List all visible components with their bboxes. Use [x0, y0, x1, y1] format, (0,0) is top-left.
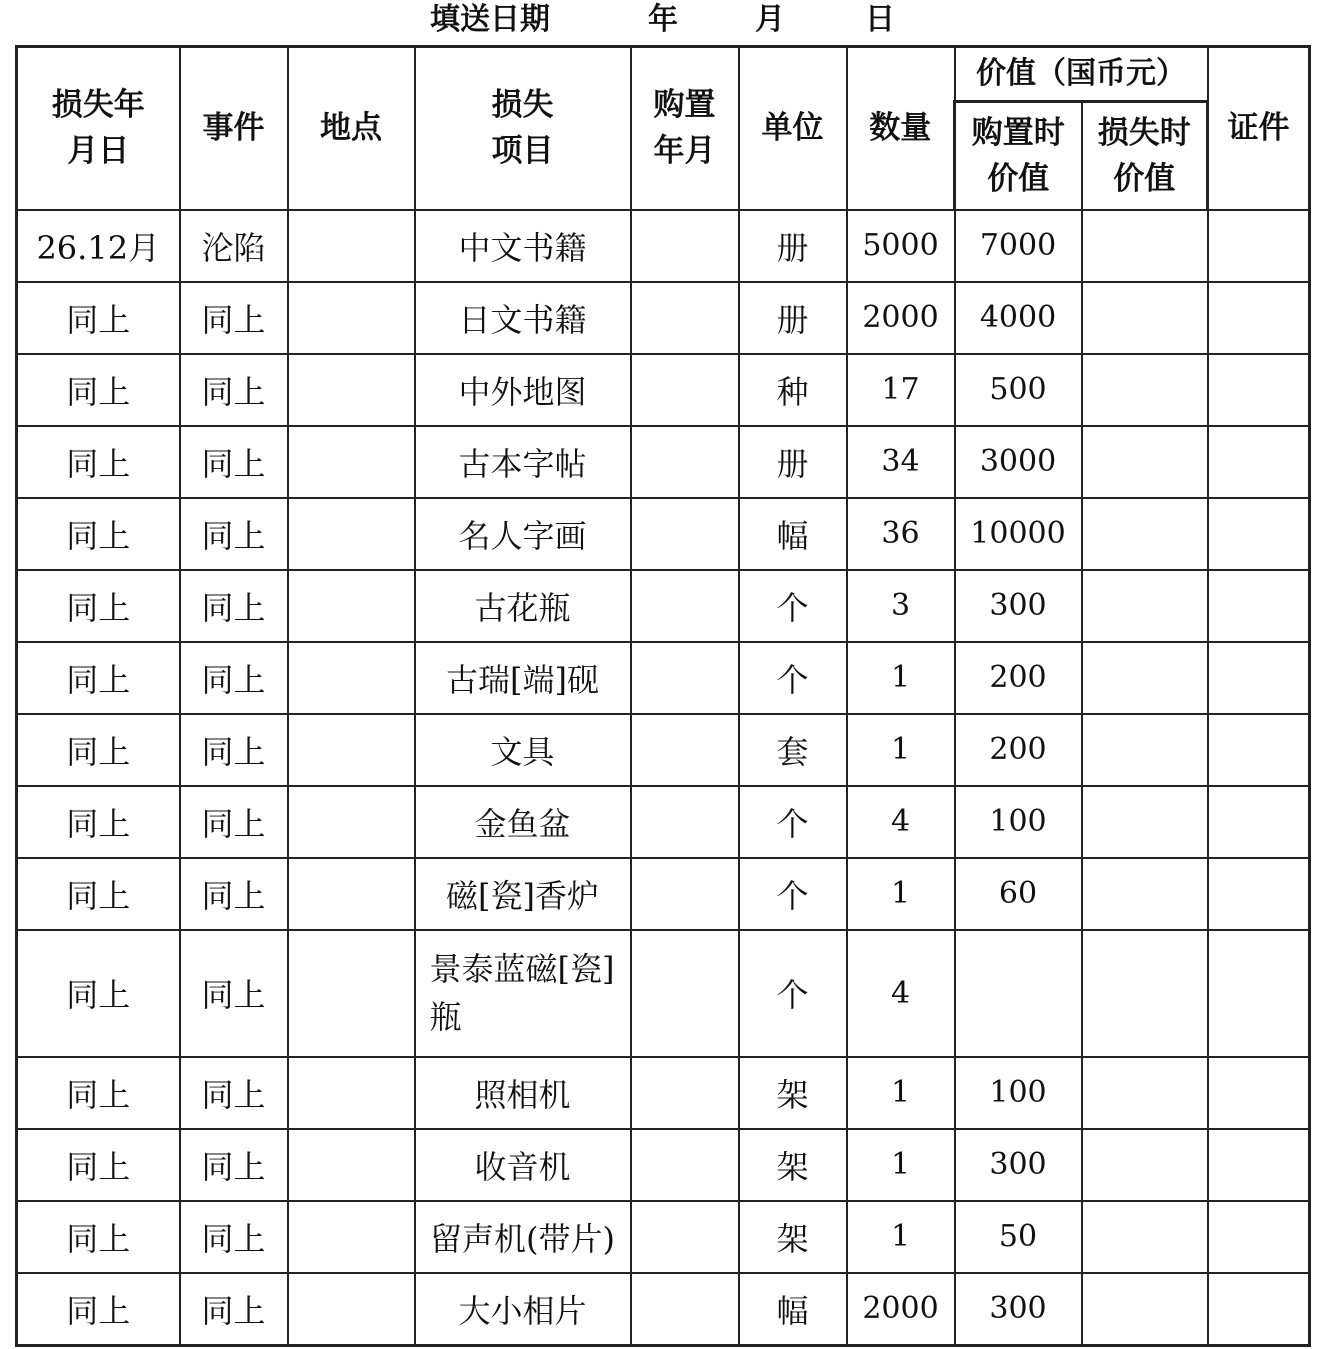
cell-certificate: [1208, 426, 1310, 498]
cell-value-at-purchase: 3000: [955, 426, 1082, 498]
header-value-at-purchase: 购置时 价值: [955, 102, 1082, 210]
cell-certificate: [1208, 1129, 1310, 1201]
cell-unit: 个: [739, 786, 847, 858]
table-row: [17, 1201, 1310, 1273]
cell-purchase-date: [631, 282, 739, 354]
cell-value-at-loss: [1082, 1201, 1208, 1273]
cell-purchase-date: [631, 426, 739, 498]
cell-location: [288, 570, 415, 642]
cell-location: [288, 354, 415, 426]
cell-value-at-loss: [1082, 1057, 1208, 1129]
table-row: [17, 498, 1310, 570]
cell-location: [288, 1201, 415, 1273]
table-row: [17, 930, 1310, 1057]
cell-loss-date: 同上: [17, 426, 180, 498]
cell-event: 同上: [180, 1201, 288, 1273]
cell-event: 同上: [180, 498, 288, 570]
cell-certificate: [1208, 570, 1310, 642]
cell-item: 日文书籍: [415, 282, 631, 354]
cell-event: 同上: [180, 1057, 288, 1129]
cell-loss-date: 同上: [17, 930, 180, 1057]
cell-purchase-date: [631, 498, 739, 570]
cell-loss-date: 同上: [17, 786, 180, 858]
fill-date-year: 年: [648, 2, 678, 37]
cell-location: [288, 426, 415, 498]
cell-event: 同上: [180, 570, 288, 642]
cell-loss-date: 同上: [17, 282, 180, 354]
cell-item: 中外地图: [415, 354, 631, 426]
cell-certificate: [1208, 282, 1310, 354]
cell-location: [288, 786, 415, 858]
cell-item: 文具: [415, 714, 631, 786]
cell-item: 古瑞[端]砚: [415, 642, 631, 714]
cell-quantity: 2000: [847, 282, 955, 354]
cell-location: [288, 714, 415, 786]
cell-item: 留声机(带片): [415, 1201, 631, 1273]
cell-item: 金鱼盆: [415, 786, 631, 858]
cell-value-at-loss: [1082, 858, 1208, 930]
cell-item: 景泰蓝磁[瓷] 瓶: [415, 930, 631, 1057]
table-row: [17, 1129, 1310, 1201]
cell-location: [288, 1273, 415, 1346]
cell-unit: 个: [739, 570, 847, 642]
cell-quantity: 3: [847, 570, 955, 642]
cell-value-at-purchase: 300: [955, 1129, 1082, 1201]
cell-purchase-date: [631, 786, 739, 858]
table-row: [17, 570, 1310, 642]
cell-certificate: [1208, 930, 1310, 1057]
cell-value-at-purchase: 200: [955, 642, 1082, 714]
cell-purchase-date: [631, 354, 739, 426]
cell-value-at-purchase: 4000: [955, 282, 1082, 354]
cell-value-at-purchase: 7000: [955, 210, 1082, 282]
header-event: 事件: [180, 47, 288, 210]
cell-value-at-loss: [1082, 714, 1208, 786]
cell-value-at-purchase: 200: [955, 714, 1082, 786]
cell-event: 同上: [180, 354, 288, 426]
fill-date-day: 日: [865, 2, 895, 37]
cell-quantity: 1: [847, 1201, 955, 1273]
table-row: [17, 282, 1310, 354]
cell-purchase-date: [631, 858, 739, 930]
header-item: 损失 项目: [415, 47, 631, 210]
cell-loss-date: 同上: [17, 1273, 180, 1346]
cell-value-at-loss: [1082, 498, 1208, 570]
cell-value-at-loss: [1082, 210, 1208, 282]
cell-value-at-purchase: [955, 930, 1082, 1057]
cell-purchase-date: [631, 1201, 739, 1273]
cell-item: 名人字画: [415, 498, 631, 570]
cell-purchase-date: [631, 1273, 739, 1346]
cell-unit: 个: [739, 930, 847, 1057]
cell-loss-date: 26.12月: [17, 210, 180, 282]
header-value-group: 价值（国币元）: [955, 47, 1208, 102]
cell-event: 同上: [180, 786, 288, 858]
cell-unit: 幅: [739, 1273, 847, 1346]
cell-unit: 幅: [739, 498, 847, 570]
cell-purchase-date: [631, 210, 739, 282]
loss-table: [15, 45, 1311, 1347]
table-row: [17, 786, 1310, 858]
cell-value-at-purchase: 300: [955, 1273, 1082, 1346]
cell-quantity: 1: [847, 858, 955, 930]
cell-value-at-loss: [1082, 786, 1208, 858]
cell-loss-date: 同上: [17, 858, 180, 930]
table-row: [17, 426, 1310, 498]
table-body: [17, 210, 1310, 1346]
cell-unit: 册: [739, 426, 847, 498]
cell-event: 同上: [180, 642, 288, 714]
cell-loss-date: 同上: [17, 354, 180, 426]
cell-event: 同上: [180, 858, 288, 930]
cell-purchase-date: [631, 570, 739, 642]
cell-certificate: [1208, 642, 1310, 714]
cell-quantity: 1: [847, 1057, 955, 1129]
cell-unit: 套: [739, 714, 847, 786]
cell-unit: 种: [739, 354, 847, 426]
header-certificate: 证件: [1208, 47, 1310, 210]
cell-certificate: [1208, 1201, 1310, 1273]
cell-certificate: [1208, 858, 1310, 930]
cell-value-at-purchase: 10000: [955, 498, 1082, 570]
table-row: [17, 642, 1310, 714]
cell-purchase-date: [631, 930, 739, 1057]
cell-unit: 册: [739, 282, 847, 354]
cell-location: [288, 282, 415, 354]
header-purchase-date: 购置 年月: [631, 47, 739, 210]
cell-item: 收音机: [415, 1129, 631, 1201]
cell-loss-date: 同上: [17, 642, 180, 714]
cell-location: [288, 642, 415, 714]
cell-item: 古本字帖: [415, 426, 631, 498]
cell-unit: 个: [739, 858, 847, 930]
cell-unit: 架: [739, 1057, 847, 1129]
cell-unit: 册: [739, 210, 847, 282]
cell-unit: 架: [739, 1201, 847, 1273]
cell-location: [288, 930, 415, 1057]
table-header: [17, 47, 1310, 210]
cell-quantity: 36: [847, 498, 955, 570]
cell-certificate: [1208, 714, 1310, 786]
cell-loss-date: 同上: [17, 1057, 180, 1129]
header-unit: 单位: [739, 47, 847, 210]
cell-item: 磁[瓷]香炉: [415, 858, 631, 930]
fill-date-label: 填送日期: [430, 2, 550, 37]
cell-value-at-purchase: 50: [955, 1201, 1082, 1273]
cell-unit: 个: [739, 642, 847, 714]
cell-quantity: 1: [847, 642, 955, 714]
table-row: [17, 858, 1310, 930]
cell-loss-date: 同上: [17, 714, 180, 786]
cell-event: 同上: [180, 1129, 288, 1201]
cell-certificate: [1208, 210, 1310, 282]
cell-purchase-date: [631, 1129, 739, 1201]
cell-value-at-loss: [1082, 354, 1208, 426]
fill-date-line: [0, 0, 1317, 44]
fill-date-month: 月: [755, 2, 785, 37]
cell-unit: 架: [739, 1129, 847, 1201]
cell-purchase-date: [631, 642, 739, 714]
cell-item: 古花瓶: [415, 570, 631, 642]
cell-location: [288, 1129, 415, 1201]
cell-quantity: 1: [847, 1129, 955, 1201]
cell-event: 同上: [180, 282, 288, 354]
cell-purchase-date: [631, 714, 739, 786]
cell-loss-date: 同上: [17, 1201, 180, 1273]
cell-location: [288, 498, 415, 570]
cell-value-at-purchase: 500: [955, 354, 1082, 426]
cell-quantity: 17: [847, 354, 955, 426]
cell-value-at-loss: [1082, 930, 1208, 1057]
cell-purchase-date: [631, 1057, 739, 1129]
cell-event: 同上: [180, 930, 288, 1057]
cell-event: 同上: [180, 1273, 288, 1346]
cell-event: 同上: [180, 714, 288, 786]
cell-quantity: 34: [847, 426, 955, 498]
cell-value-at-loss: [1082, 426, 1208, 498]
cell-certificate: [1208, 498, 1310, 570]
table-row: [17, 1057, 1310, 1129]
cell-quantity: 4: [847, 786, 955, 858]
cell-value-at-loss: [1082, 1129, 1208, 1201]
header-location: 地点: [288, 47, 415, 210]
header-quantity: 数量: [847, 47, 955, 210]
cell-item: 照相机: [415, 1057, 631, 1129]
cell-value-at-purchase: 100: [955, 786, 1082, 858]
table-row: [17, 1273, 1310, 1346]
cell-certificate: [1208, 354, 1310, 426]
cell-location: [288, 858, 415, 930]
cell-loss-date: 同上: [17, 570, 180, 642]
table-row: [17, 210, 1310, 282]
cell-item: 中文书籍: [415, 210, 631, 282]
cell-quantity: 2000: [847, 1273, 955, 1346]
cell-certificate: [1208, 786, 1310, 858]
header-value-at-loss: 损失时 价值: [1082, 102, 1208, 210]
cell-value-at-purchase: 60: [955, 858, 1082, 930]
cell-value-at-purchase: 100: [955, 1057, 1082, 1129]
cell-value-at-loss: [1082, 642, 1208, 714]
cell-value-at-loss: [1082, 570, 1208, 642]
cell-location: [288, 1057, 415, 1129]
cell-quantity: 4: [847, 930, 955, 1057]
cell-certificate: [1208, 1057, 1310, 1129]
header-loss-date: 损失年 月日: [17, 47, 180, 210]
cell-location: [288, 210, 415, 282]
cell-event: 沦陷: [180, 210, 288, 282]
cell-certificate: [1208, 1273, 1310, 1346]
cell-event: 同上: [180, 426, 288, 498]
cell-quantity: 1: [847, 714, 955, 786]
cell-loss-date: 同上: [17, 498, 180, 570]
cell-value-at-loss: [1082, 1273, 1208, 1346]
cell-value-at-purchase: 300: [955, 570, 1082, 642]
cell-item: 大小相片: [415, 1273, 631, 1346]
cell-loss-date: 同上: [17, 1129, 180, 1201]
table-row: [17, 714, 1310, 786]
cell-quantity: 5000: [847, 210, 955, 282]
cell-value-at-loss: [1082, 282, 1208, 354]
table-row: [17, 354, 1310, 426]
